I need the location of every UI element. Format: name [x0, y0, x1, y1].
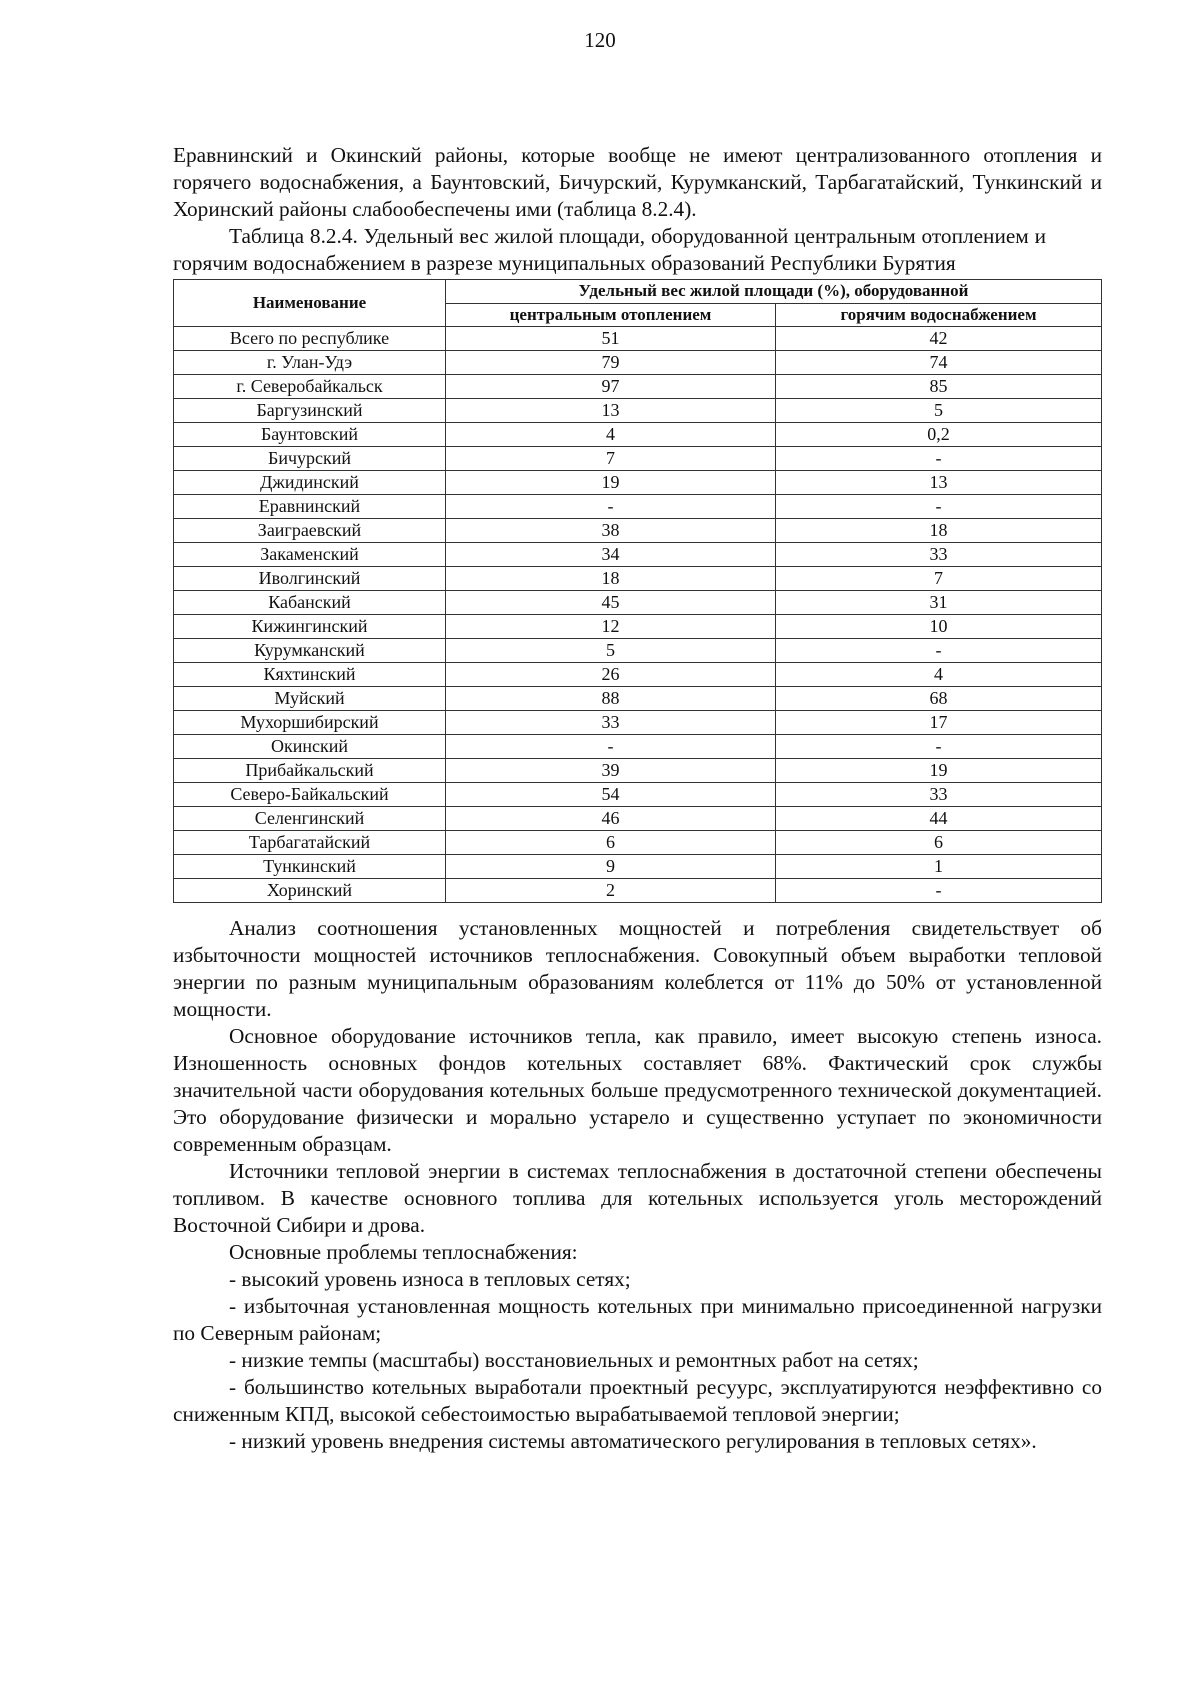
cell-hot-water: -: [776, 495, 1102, 519]
cell-name: Мухоршибирский: [174, 711, 446, 735]
cell-heating: 88: [446, 687, 776, 711]
cell-heating: -: [446, 735, 776, 759]
cell-hot-water: 44: [776, 807, 1102, 831]
table-row: [174, 855, 1102, 879]
cell-name: Баунтовский: [174, 423, 446, 447]
table-row: [174, 639, 1102, 663]
cell-name: Бичурский: [174, 447, 446, 471]
table-row: [174, 543, 1102, 567]
cell-heating: 5: [446, 639, 776, 663]
table-row: [174, 375, 1102, 399]
cell-hot-water: -: [776, 447, 1102, 471]
cell-name: Еравнинский: [174, 495, 446, 519]
cell-hot-water: 4: [776, 663, 1102, 687]
cell-hot-water: 17: [776, 711, 1102, 735]
cell-name: Северо-Байкальский: [174, 783, 446, 807]
cell-heating: 33: [446, 711, 776, 735]
cell-hot-water: 6: [776, 831, 1102, 855]
cell-name: Хоринский: [174, 879, 446, 903]
cell-name: Закаменский: [174, 543, 446, 567]
document-body: [173, 142, 1102, 1455]
cell-name: г. Улан-Удэ: [174, 351, 446, 375]
body-paragraphs: [173, 915, 1102, 1266]
cell-heating: 6: [446, 831, 776, 855]
table-caption: Таблица 8.2.4. Удельный вес жилой площади, оборудованной центральным отоплением и горячим водоснабжением в разрезе муниципальных образований Республики Бурятия: [173, 224, 1046, 275]
table-row: [174, 735, 1102, 759]
table-row: [174, 327, 1102, 351]
column-header-heating: центральным отоплением: [446, 303, 776, 327]
cell-heating: 9: [446, 855, 776, 879]
table-row: [174, 711, 1102, 735]
table-row: [174, 663, 1102, 687]
cell-name: Тарбагатайский: [174, 831, 446, 855]
cell-heating: 12: [446, 615, 776, 639]
cell-name: Джидинский: [174, 471, 446, 495]
cell-heating: -: [446, 495, 776, 519]
problems-list: [173, 1266, 1102, 1455]
cell-hot-water: 10: [776, 615, 1102, 639]
table-row: [174, 879, 1102, 903]
cell-hot-water: 19: [776, 759, 1102, 783]
cell-name: Всего по республике: [174, 327, 446, 351]
table-row: [174, 807, 1102, 831]
cell-name: Тункинский: [174, 855, 446, 879]
cell-heating: 18: [446, 567, 776, 591]
list-item: - избыточная установленная мощность котельных при минимально присоединенной нагрузки по Северным районам;: [173, 1294, 1102, 1345]
cell-name: Баргузинский: [174, 399, 446, 423]
cell-name: Иволгинский: [174, 567, 446, 591]
cell-name: Кяхтинский: [174, 663, 446, 687]
body-paragraph: Основные проблемы теплоснабжения:: [229, 1240, 578, 1264]
table-row: [174, 759, 1102, 783]
table-row: [174, 447, 1102, 471]
cell-hot-water: 74: [776, 351, 1102, 375]
table-row: [174, 519, 1102, 543]
cell-heating: 79: [446, 351, 776, 375]
cell-hot-water: -: [776, 735, 1102, 759]
cell-hot-water: 7: [776, 567, 1102, 591]
cell-heating: 34: [446, 543, 776, 567]
cell-hot-water: 0,2: [776, 423, 1102, 447]
heating-share-table: [173, 279, 1102, 903]
column-header-name: Наименование: [174, 280, 446, 327]
column-header-group: Удельный вес жилой площади (%), оборудованной: [446, 280, 1102, 304]
list-item: - низкий уровень внедрения системы автоматического регулирования в тепловых сетях».: [229, 1429, 1037, 1453]
table-row: [174, 615, 1102, 639]
page-number: 120: [584, 28, 616, 52]
intro-paragraph: Еравнинский и Окинский районы, которые вообще не имеют централизованного отопления и горячего водоснабжения, а Баунтовский, Бичурский, Курумканский, Тарбагатайский, Тункинский и Хоринский районы слабообеспечены ими (таблица 8.2.4).: [173, 143, 1102, 221]
table-row: [174, 783, 1102, 807]
table-row: [174, 567, 1102, 591]
cell-name: Прибайкальский: [174, 759, 446, 783]
cell-hot-water: -: [776, 639, 1102, 663]
cell-heating: 45: [446, 591, 776, 615]
list-item: - высокий уровень износа в тепловых сетях;: [229, 1267, 631, 1291]
cell-name: Курумканский: [174, 639, 446, 663]
cell-hot-water: 5: [776, 399, 1102, 423]
cell-heating: 7: [446, 447, 776, 471]
cell-name: Селенгинский: [174, 807, 446, 831]
cell-name: Кижингинский: [174, 615, 446, 639]
cell-heating: 13: [446, 399, 776, 423]
body-paragraph: Основное оборудование источников тепла, как правило, имеет высокую степень износа. Изношенность основных фондов котельных составляет 68%. Фактический срок службы значительной части оборудования котельных больше предусмотренного технической документацией. Это оборудование физически и морально устарело и существенно уступает по экономичности современным образцам.: [173, 1024, 1102, 1156]
table-row: [174, 831, 1102, 855]
cell-hot-water: 85: [776, 375, 1102, 399]
cell-hot-water: 13: [776, 471, 1102, 495]
table-row: [174, 495, 1102, 519]
cell-hot-water: 33: [776, 783, 1102, 807]
cell-heating: 46: [446, 807, 776, 831]
cell-heating: 97: [446, 375, 776, 399]
cell-name: г. Северобайкальск: [174, 375, 446, 399]
table-row: [174, 591, 1102, 615]
cell-heating: 2: [446, 879, 776, 903]
cell-heating: 39: [446, 759, 776, 783]
list-item: - низкие темпы (масштабы) восстановиельных и ремонтных работ на сетях;: [229, 1348, 919, 1372]
cell-name: Кабанский: [174, 591, 446, 615]
cell-hot-water: 31: [776, 591, 1102, 615]
cell-hot-water: -: [776, 879, 1102, 903]
cell-heating: 26: [446, 663, 776, 687]
table-body: [174, 327, 1102, 903]
cell-name: Заиграевский: [174, 519, 446, 543]
cell-heating: 19: [446, 471, 776, 495]
cell-heating: 4: [446, 423, 776, 447]
table-row: [174, 423, 1102, 447]
cell-heating: 38: [446, 519, 776, 543]
cell-hot-water: 68: [776, 687, 1102, 711]
cell-hot-water: 18: [776, 519, 1102, 543]
cell-hot-water: 42: [776, 327, 1102, 351]
table-row: [174, 687, 1102, 711]
cell-heating: 54: [446, 783, 776, 807]
cell-heating: 51: [446, 327, 776, 351]
cell-name: Муйский: [174, 687, 446, 711]
table-row: [174, 351, 1102, 375]
column-header-hot-water: горячим водоснабжением: [776, 303, 1102, 327]
body-paragraph: Источники тепловой энергии в системах теплоснабжения в достаточной степени обеспечены топливом. В качестве основного топлива для котельных используется уголь месторождений Восточной Сибири и дрова.: [173, 1159, 1102, 1237]
cell-name: Окинский: [174, 735, 446, 759]
table-row: [174, 399, 1102, 423]
cell-hot-water: 1: [776, 855, 1102, 879]
cell-hot-water: 33: [776, 543, 1102, 567]
list-item: - большинство котельных выработали проектный ресуурс, эксплуатируются неэффективно со сниженным КПД, высокой себестоимостью вырабатываемой тепловой энергии;: [173, 1375, 1102, 1426]
table-row: [174, 471, 1102, 495]
body-paragraph: Анализ соотношения установленных мощностей и потребления свидетельствует об избыточности мощностей источников теплоснабжения. Совокупный объем выработки тепловой энергии по разным муниципальным образованиям колеблется от 11% до 50% от установленной мощности.: [173, 916, 1102, 1021]
